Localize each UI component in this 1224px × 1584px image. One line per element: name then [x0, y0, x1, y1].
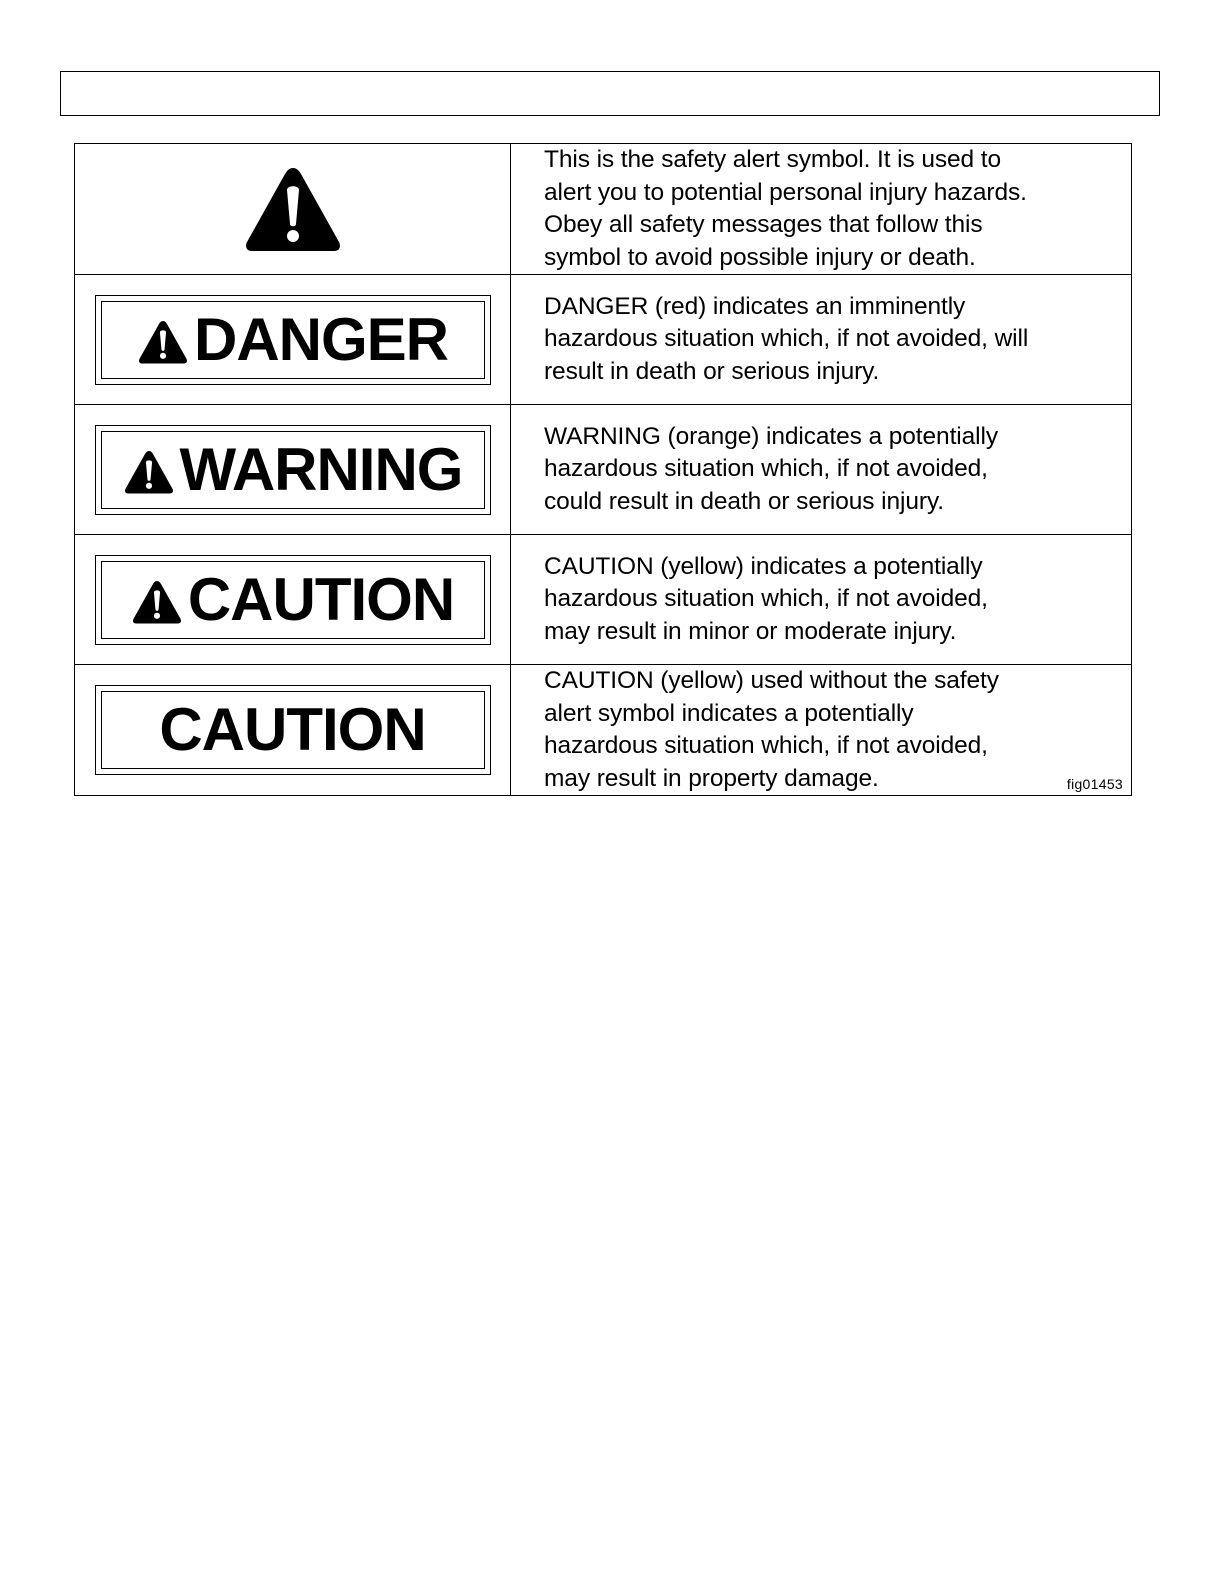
caution-signal-label	[95, 685, 491, 775]
danger-signal-label	[95, 295, 491, 385]
table-row-warning	[75, 405, 1132, 535]
table-row-danger	[75, 275, 1132, 405]
signal-word-text: CAUTION	[159, 696, 426, 763]
header-box	[60, 71, 1160, 116]
safety-signal-table	[74, 143, 1132, 796]
warning-triangle-icon	[123, 449, 175, 495]
symbol-cell	[75, 405, 511, 535]
description-text: CAUTION (yellow) used without the safety alert symbol indicates a potentially hazardous situation which, if not avoided, may result in property damage.	[544, 667, 999, 792]
warning-triangle-icon	[243, 164, 343, 254]
signal-word-text: DANGER	[193, 305, 448, 373]
symbol-cell	[75, 665, 511, 796]
table-row-safety-alert	[75, 144, 1132, 275]
table-row-caution-alert	[75, 535, 1132, 665]
description-cell	[511, 665, 1132, 796]
signal-word-text: WARNING	[179, 435, 463, 503]
caution-alert-signal-label	[95, 555, 491, 645]
description-cell	[511, 405, 1132, 535]
warning-triangle-icon	[131, 579, 183, 625]
symbol-cell	[75, 275, 511, 405]
description-cell	[511, 535, 1132, 665]
description-cell	[511, 275, 1132, 405]
warning-signal-label	[95, 425, 491, 515]
figure-id: fig01453	[1066, 776, 1123, 792]
symbol-cell	[75, 535, 511, 665]
description-text: WARNING (orange) indicates a potentially hazardous situation which, if not avoided, could result in death or serious injury.	[544, 422, 998, 515]
signal-word-text: CAUTION	[187, 565, 455, 633]
description-text: DANGER (red) indicates an imminently hazardous situation which, if not avoided, will result in death or serious injury.	[544, 292, 1029, 385]
symbol-cell	[75, 144, 511, 275]
warning-triangle-icon	[137, 319, 189, 365]
description-text: CAUTION (yellow) indicates a potentially hazardous situation which, if not avoided, may result in minor or moderate injury.	[544, 552, 988, 645]
description-cell	[511, 144, 1132, 275]
description-text: This is the safety alert symbol. It is used to alert you to potential personal injury hazards. Obey all safety messages that follow this symbol to avoid possible injury or death.	[544, 146, 1027, 271]
table-row-caution-no-alert	[75, 665, 1132, 796]
